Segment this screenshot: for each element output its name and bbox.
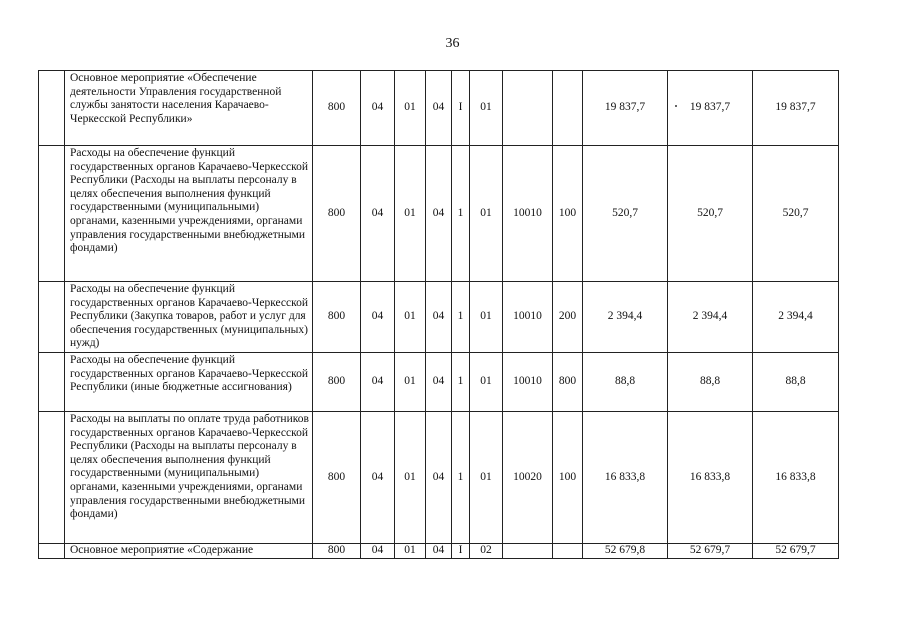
page-number: 36 [445,36,460,51]
code-expense-type: 200 [553,282,583,353]
amount-1: 2 394,4 [583,282,668,353]
code-program: 04 [426,544,452,559]
table-row [39,71,839,146]
code-ministry: 800 [313,412,361,544]
index-cell [39,353,65,412]
code-subprogram: I [452,71,470,146]
code-expense-type: 100 [553,412,583,544]
code-direction: 10010 [503,353,553,412]
row-name: Основное мероприятие «Обеспечение деятельности Управления государственной службы занятости населения Карачаево-Черкесской Республики» [65,71,313,146]
amount-1: 520,7 [583,146,668,282]
code-direction [503,544,553,559]
code-subprogram: 1 [452,353,470,412]
code-activity: 01 [470,282,503,353]
amount-1: 88,8 [583,353,668,412]
index-cell [39,282,65,353]
code-expense-type [553,71,583,146]
amount-3: 520,7 [753,146,839,282]
table-row [39,544,839,559]
code-subsection: 01 [395,146,426,282]
code-subprogram: 1 [452,282,470,353]
code-subsection: 01 [395,282,426,353]
code-section: 04 [361,544,395,559]
code-program: 04 [426,71,452,146]
code-program: 04 [426,282,452,353]
code-expense-type: 100 [553,146,583,282]
amount-3: 2 394,4 [753,282,839,353]
code-subsection: 01 [395,412,426,544]
index-cell [39,71,65,146]
code-ministry: 800 [313,282,361,353]
row-name: Основное мероприятие «Содержание [65,544,313,559]
amount-2: 88,8 [668,353,753,412]
index-cell [39,146,65,282]
amount-3: 19 837,7 [753,71,839,146]
amount-3: 88,8 [753,353,839,412]
code-ministry: 800 [313,71,361,146]
code-section: 04 [361,353,395,412]
code-direction: 10010 [503,282,553,353]
amount-2: 520,7 [668,146,753,282]
code-direction: 10010 [503,146,553,282]
table-row [39,353,839,412]
code-section: 04 [361,71,395,146]
amount-2: 52 679,7 [668,544,753,559]
row-name: Расходы на обеспечение функций государственных органов Карачаево-Черкесской Республики (Расходы на выплаты персоналу в целях обеспечения выполнения функций государственными (муниципальными) органами, казенными учреждениями, органами управления государственными внебюджетными фондами) [65,146,313,282]
code-direction [503,71,553,146]
code-section: 04 [361,412,395,544]
code-activity: 01 [470,412,503,544]
code-subsection: 01 [395,353,426,412]
amount-2: 2 394,4 [668,282,753,353]
code-ministry: 800 [313,544,361,559]
row-name: Расходы на обеспечение функций государственных органов Карачаево-Черкесской Республики (иные бюджетные ассигнования) [65,353,313,412]
amount-3: 52 679,7 [753,544,839,559]
code-activity: 02 [470,544,503,559]
code-activity: 01 [470,353,503,412]
code-subprogram: I [452,544,470,559]
row-name: Расходы на выплаты по оплате труда работников государственных органов Карачаево-Черкесской Республики (Расходы на выплаты персоналу в целях обеспечения выполнения функций государственными (муниципальными) органами, казенными учреждениями, органами управления государственными внебюджетными фондами) [65,412,313,544]
budget-table [38,70,839,559]
code-program: 04 [426,353,452,412]
code-section: 04 [361,282,395,353]
code-expense-type [553,544,583,559]
code-activity: 01 [470,146,503,282]
amount-1: 16 833,8 [583,412,668,544]
amount-3: 16 833,8 [753,412,839,544]
amount-1: 19 837,7 [583,71,668,146]
code-subsection: 01 [395,71,426,146]
index-cell [39,412,65,544]
code-program: 04 [426,146,452,282]
code-activity: 01 [470,71,503,146]
amount-1: 52 679,8 [583,544,668,559]
code-expense-type: 800 [553,353,583,412]
table-row [39,146,839,282]
amount-2: 16 833,8 [668,412,753,544]
code-section: 04 [361,146,395,282]
code-subsection: 01 [395,544,426,559]
code-subprogram: 1 [452,412,470,544]
code-direction: 10020 [503,412,553,544]
code-ministry: 800 [313,146,361,282]
table-row [39,412,839,544]
amount-2: 19 837,7 [668,71,753,146]
code-ministry: 800 [313,353,361,412]
code-subprogram: 1 [452,146,470,282]
code-program: 04 [426,412,452,544]
index-cell [39,544,65,559]
row-name: Расходы на обеспечение функций государственных органов Карачаево-Черкесской Республики (Закупка товаров, работ и услуг для обеспечения государственных (муниципальных) нужд) [65,282,313,353]
table-row [39,282,839,353]
